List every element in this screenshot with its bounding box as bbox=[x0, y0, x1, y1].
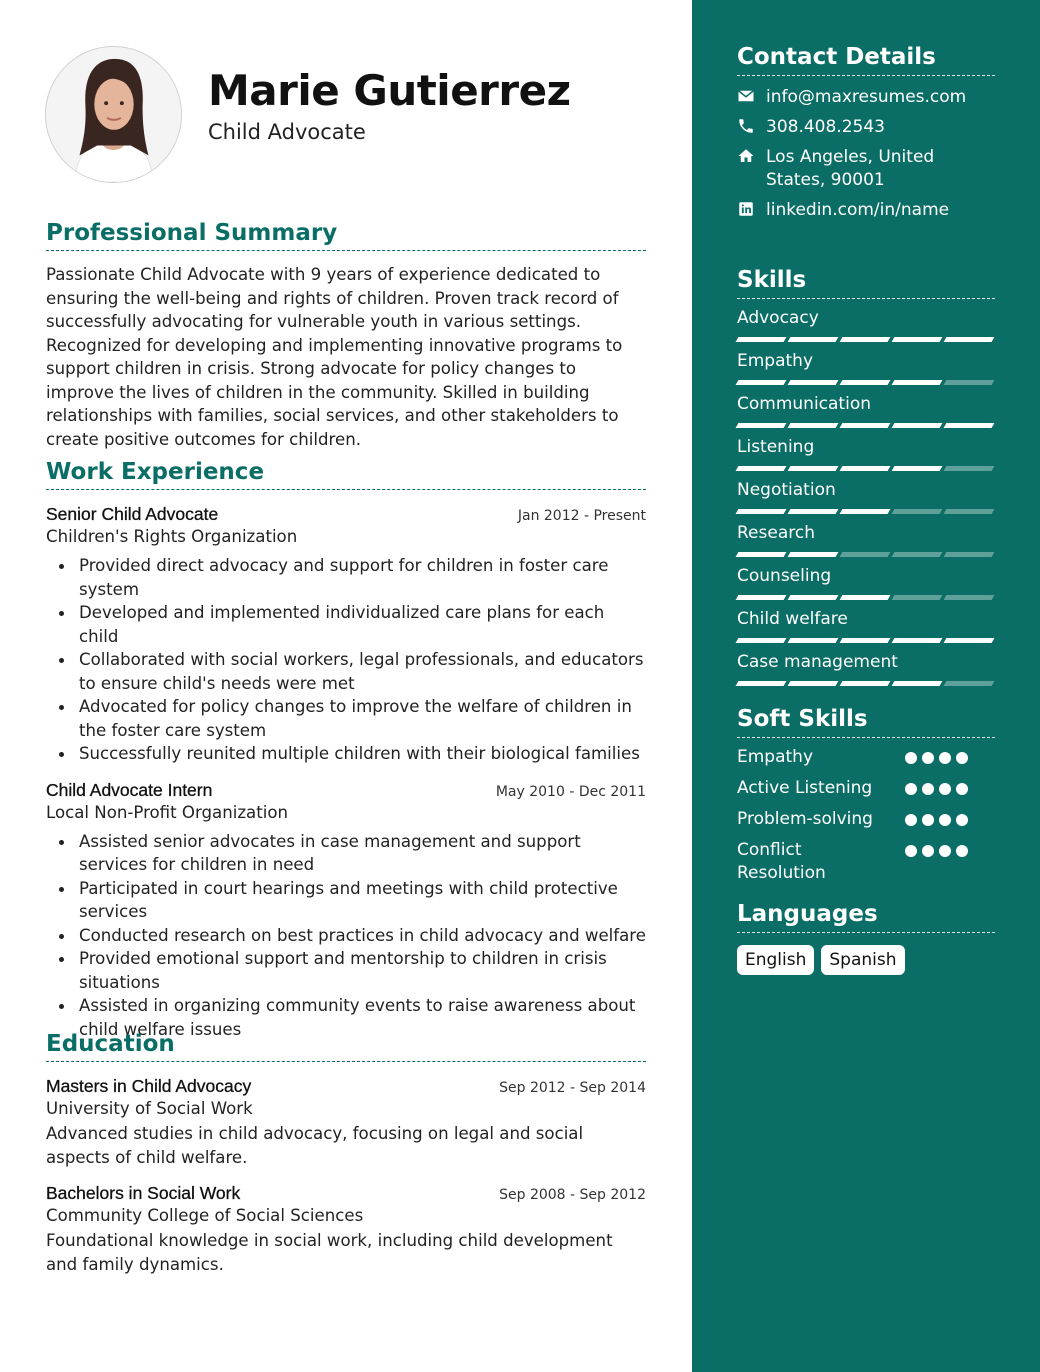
skill-level-segment bbox=[736, 466, 787, 471]
contact-list bbox=[737, 86, 995, 222]
list-item: Participated in court hearings and meetings with child protective services bbox=[59, 877, 646, 924]
list-item: Assisted in organizing community events to raise awareness about child welfare issues bbox=[59, 994, 646, 1041]
job-entry bbox=[46, 504, 646, 766]
skill-item bbox=[737, 350, 995, 385]
candidate-title: Child Advocate bbox=[208, 120, 366, 144]
skill-level-segment bbox=[788, 337, 839, 342]
languages-section bbox=[737, 901, 995, 975]
contact-email[interactable] bbox=[737, 86, 995, 109]
skill-level-segment bbox=[788, 423, 839, 428]
skill-level-bar bbox=[737, 681, 995, 686]
rating-dot bbox=[905, 752, 917, 764]
linkedin-icon bbox=[737, 200, 757, 220]
skill-level-segment bbox=[944, 380, 995, 385]
soft-skill-item bbox=[737, 777, 995, 800]
skill-level-segment bbox=[736, 423, 787, 428]
soft-skills-list bbox=[737, 746, 995, 885]
work-experience-section bbox=[46, 459, 646, 1041]
contact-phone[interactable] bbox=[737, 116, 995, 139]
languages-list bbox=[737, 945, 995, 975]
soft-skill-name: Active Listening bbox=[737, 778, 873, 798]
job-title: Senior Child Advocate bbox=[46, 504, 219, 524]
contact-linkedin[interactable] bbox=[737, 199, 995, 222]
rating-dot bbox=[922, 814, 934, 826]
skill-item bbox=[737, 436, 995, 471]
soft-skill-name: Conflict Resolution bbox=[737, 840, 826, 883]
phone-icon bbox=[737, 117, 757, 137]
rating-dot bbox=[939, 845, 951, 857]
skill-level-segment bbox=[788, 380, 839, 385]
skill-item bbox=[737, 307, 995, 342]
rating-dot bbox=[956, 845, 968, 857]
job-date: Jan 2012 - Present bbox=[517, 508, 646, 524]
skill-level-segment bbox=[736, 681, 787, 686]
job-entry bbox=[46, 780, 646, 1042]
skill-item bbox=[737, 479, 995, 514]
envelope-icon bbox=[737, 87, 757, 107]
skill-level-segment bbox=[944, 509, 995, 514]
skill-name: Empathy bbox=[737, 351, 814, 371]
skills-section bbox=[737, 267, 995, 687]
skill-level-segment bbox=[892, 638, 943, 643]
section-heading: Skills bbox=[737, 267, 995, 299]
skill-level-segment bbox=[840, 337, 891, 342]
rating-dot bbox=[922, 845, 934, 857]
skill-level-segment bbox=[892, 466, 943, 471]
language-badge: Spanish bbox=[821, 945, 904, 975]
list-item: Advocated for policy changes to improve the welfare of children in the foster care system bbox=[59, 695, 646, 742]
soft-skill-rating bbox=[905, 845, 968, 857]
job-date: May 2010 - Dec 2011 bbox=[495, 783, 646, 800]
section-heading: Professional Summary bbox=[46, 220, 646, 251]
rating-dot bbox=[905, 814, 917, 826]
skill-level-segment bbox=[736, 638, 787, 643]
education-header bbox=[46, 1183, 646, 1204]
skill-item bbox=[737, 393, 995, 428]
rating-dot bbox=[939, 752, 951, 764]
skill-level-segment bbox=[892, 380, 943, 385]
skill-level-segment bbox=[840, 423, 891, 428]
list-item: Provided direct advocacy and support for children in foster care system bbox=[59, 554, 646, 601]
skill-level-segment bbox=[788, 552, 839, 557]
education-date: Sep 2008 - Sep 2012 bbox=[499, 1187, 646, 1203]
school-name: Community College of Social Sciences bbox=[46, 1206, 364, 1225]
skill-item bbox=[737, 651, 995, 686]
list-item: Provided emotional support and mentorship to children in crisis situations bbox=[59, 947, 646, 994]
summary-text: Passionate Child Advocate with 9 years of experience dedicated to ensuring the well-being and rights of children. Proven track record of successfully advocating for vulnerable youth in various settings. Recognized for developing and implementing innovative programs to support children in crisis. Strong advocate for policy changes to improve the lives of children in the community. Skilled in building relationships with families, social services, and other stakeholders to create positive outcomes for children. bbox=[46, 265, 623, 449]
skill-name: Communication bbox=[737, 394, 871, 414]
skill-level-segment bbox=[736, 509, 787, 514]
job-bullets bbox=[46, 830, 646, 1042]
soft-skills-section bbox=[737, 706, 995, 885]
contact-address-text: Los Angeles, United States, 90001 bbox=[766, 147, 935, 190]
skill-level-segment bbox=[788, 466, 839, 471]
education-header bbox=[46, 1076, 646, 1097]
candidate-name: Marie Gutierrez bbox=[208, 66, 571, 115]
skill-level-segment bbox=[840, 681, 891, 686]
skill-level-segment bbox=[944, 337, 995, 342]
education-entry bbox=[46, 1183, 646, 1276]
skill-name: Advocacy bbox=[737, 308, 819, 328]
skill-level-bar bbox=[737, 380, 995, 385]
skill-level-segment bbox=[788, 681, 839, 686]
soft-skill-name: Problem-solving bbox=[737, 809, 873, 829]
skill-level-segment bbox=[892, 595, 943, 600]
skill-level-segment bbox=[788, 595, 839, 600]
skill-level-bar bbox=[737, 337, 995, 342]
skill-level-segment bbox=[840, 466, 891, 471]
soft-skill-rating bbox=[905, 783, 968, 795]
skill-level-segment bbox=[892, 552, 943, 557]
skill-level-segment bbox=[788, 509, 839, 514]
skill-level-segment bbox=[840, 595, 891, 600]
rating-dot bbox=[956, 814, 968, 826]
language-badge: English bbox=[737, 945, 814, 975]
skill-name: Case management bbox=[737, 652, 898, 672]
job-organization: Local Non-Profit Organization bbox=[46, 802, 288, 822]
skill-level-segment bbox=[788, 638, 839, 643]
soft-skill-rating bbox=[905, 752, 968, 764]
contact-section bbox=[737, 44, 995, 229]
skill-level-segment bbox=[944, 681, 995, 686]
education-section bbox=[46, 1031, 646, 1276]
rating-dot bbox=[905, 783, 917, 795]
skill-level-segment bbox=[944, 466, 995, 471]
rating-dot bbox=[939, 814, 951, 826]
degree-title: Bachelors in Social Work bbox=[46, 1183, 241, 1203]
skill-level-segment bbox=[736, 595, 787, 600]
list-item: Developed and implemented individualized care plans for each child bbox=[59, 601, 646, 648]
skill-level-segment bbox=[892, 337, 943, 342]
skill-level-segment bbox=[736, 337, 787, 342]
section-heading: Languages bbox=[737, 901, 995, 933]
rating-dot bbox=[956, 783, 968, 795]
contact-linkedin-text: linkedin.com/in/name bbox=[766, 200, 950, 220]
professional-summary-section bbox=[46, 220, 646, 451]
contact-address bbox=[737, 146, 995, 192]
skill-level-segment bbox=[892, 681, 943, 686]
section-heading: Contact Details bbox=[737, 44, 995, 76]
job-header bbox=[46, 504, 646, 525]
list-item: Collaborated with social workers, legal professionals, and educators to ensure child's needs were met bbox=[59, 648, 646, 695]
degree-title: Masters in Child Advocacy bbox=[46, 1076, 252, 1096]
skill-level-bar bbox=[737, 638, 995, 643]
list-item: Assisted senior advocates in case management and support services for children in need bbox=[59, 830, 646, 877]
job-bullets bbox=[46, 554, 646, 766]
job-organization: Children's Rights Organization bbox=[46, 527, 298, 546]
skill-item bbox=[737, 608, 995, 643]
contact-phone-text: 308.408.2543 bbox=[766, 117, 885, 137]
education-description: Foundational knowledge in social work, including child development and family dynamics. bbox=[46, 1231, 613, 1274]
skill-level-segment bbox=[840, 638, 891, 643]
section-heading: Work Experience bbox=[46, 459, 646, 490]
contact-email-text: info@maxresumes.com bbox=[766, 87, 967, 107]
skills-list bbox=[737, 307, 995, 686]
list-item: Conducted research on best practices in child advocacy and welfare bbox=[59, 924, 646, 948]
skill-level-segment bbox=[840, 380, 891, 385]
skill-level-bar bbox=[737, 509, 995, 514]
job-title: Child Advocate Intern bbox=[46, 779, 213, 800]
soft-skill-rating bbox=[905, 814, 968, 826]
skill-level-segment bbox=[840, 509, 891, 514]
skill-level-bar bbox=[737, 466, 995, 471]
rating-dot bbox=[939, 783, 951, 795]
profile-photo bbox=[46, 47, 181, 182]
skill-level-segment bbox=[944, 552, 995, 557]
education-entry bbox=[46, 1076, 646, 1169]
soft-skill-item bbox=[737, 746, 995, 769]
avatar bbox=[45, 46, 182, 183]
skill-level-segment bbox=[944, 638, 995, 643]
sidebar bbox=[692, 0, 1040, 1372]
soft-skill-item bbox=[737, 808, 995, 831]
skill-name: Listening bbox=[737, 437, 815, 457]
skill-item bbox=[737, 565, 995, 600]
rating-dot bbox=[905, 845, 917, 857]
skill-name: Counseling bbox=[737, 566, 832, 586]
home-icon bbox=[737, 147, 757, 167]
skill-name: Research bbox=[737, 523, 815, 543]
rating-dot bbox=[956, 752, 968, 764]
skill-name: Child welfare bbox=[737, 609, 848, 629]
soft-skill-name: Empathy bbox=[737, 747, 814, 767]
skill-level-segment bbox=[840, 552, 891, 557]
section-heading: Education bbox=[46, 1031, 646, 1062]
education-date: Sep 2012 - Sep 2014 bbox=[499, 1080, 646, 1096]
skill-item bbox=[737, 522, 995, 557]
skill-level-segment bbox=[892, 423, 943, 428]
rating-dot bbox=[922, 783, 934, 795]
soft-skill-item bbox=[737, 839, 995, 885]
skill-level-segment bbox=[944, 423, 995, 428]
skill-name: Negotiation bbox=[737, 480, 836, 500]
skill-level-segment bbox=[736, 552, 787, 557]
rating-dot bbox=[922, 752, 934, 764]
school-name: University of Social Work bbox=[46, 1099, 253, 1118]
section-heading: Soft Skills bbox=[737, 706, 995, 738]
list-item: Successfully reunited multiple children with their biological families bbox=[59, 742, 646, 766]
skill-level-segment bbox=[736, 380, 787, 385]
skill-level-bar bbox=[737, 552, 995, 557]
skill-level-bar bbox=[737, 595, 995, 600]
skill-level-segment bbox=[892, 509, 943, 514]
job-header bbox=[46, 780, 646, 801]
skill-level-segment bbox=[944, 595, 995, 600]
resume-header bbox=[0, 0, 692, 190]
skill-level-bar bbox=[737, 423, 995, 428]
education-description: Advanced studies in child advocacy, focusing on legal and social aspects of child welfare. bbox=[46, 1124, 584, 1167]
